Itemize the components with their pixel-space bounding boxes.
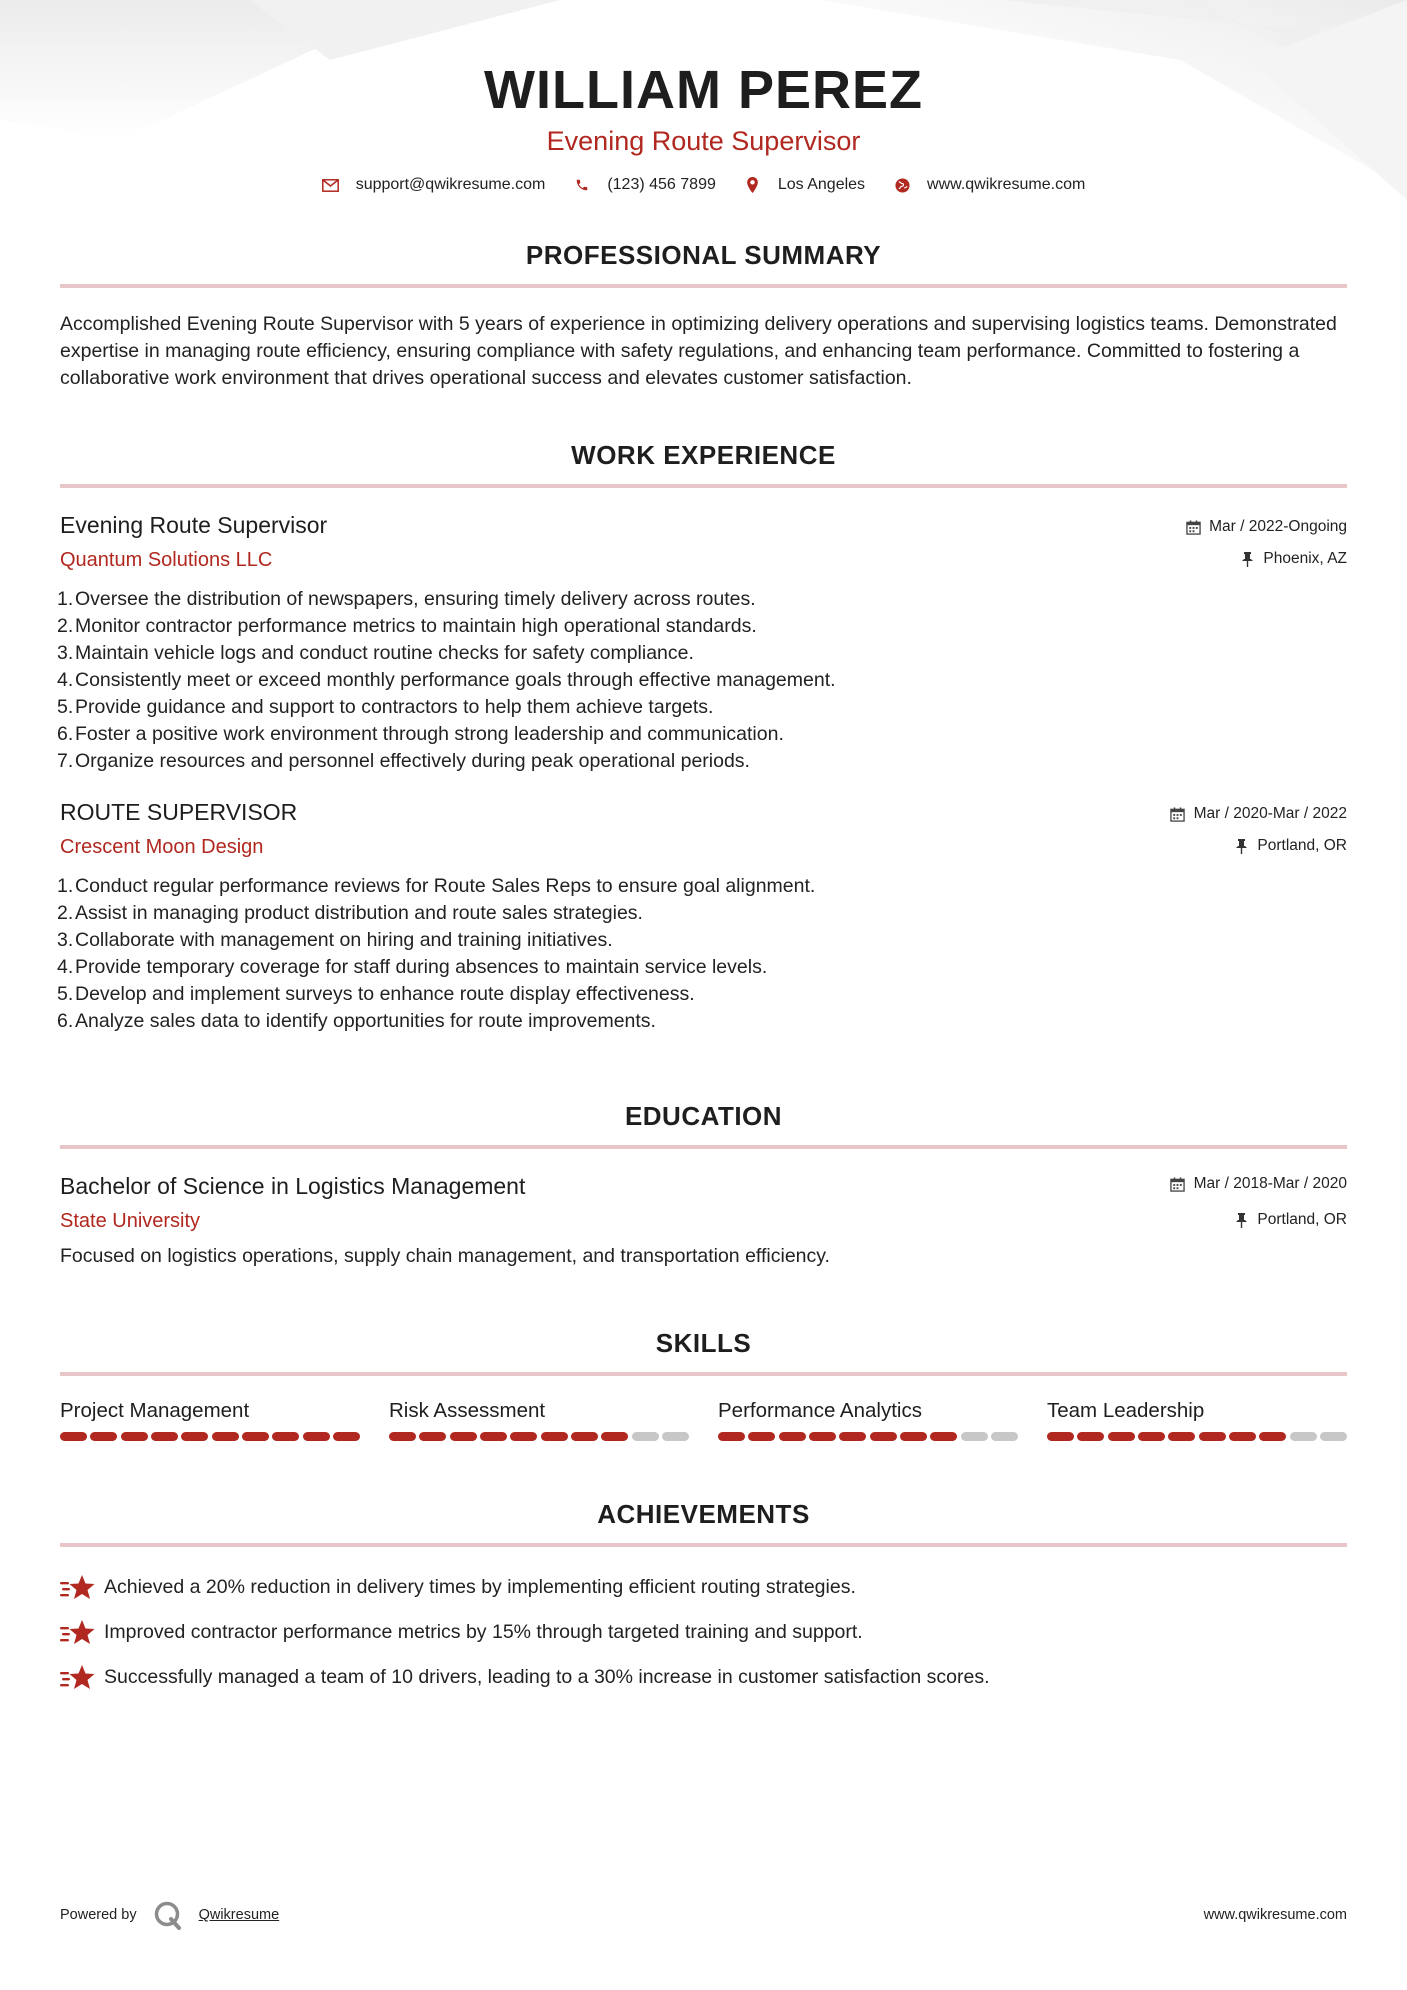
skill-level-bar: [60, 1432, 360, 1441]
skill-segment-filled: [718, 1432, 745, 1441]
skill-segment-filled: [450, 1432, 477, 1441]
degree-title: Bachelor of Science in Logistics Management: [60, 1173, 526, 1199]
page-footer: [60, 1900, 1347, 1930]
skill-segment-filled: [389, 1432, 416, 1441]
education-location: [1170, 1209, 1347, 1231]
education-location-text: Portland, OR: [1257, 1211, 1347, 1228]
skill-segment-filled: [779, 1432, 806, 1441]
skills-section: [60, 1326, 1347, 1441]
skill-name: Team Leadership: [1047, 1399, 1205, 1422]
list-item: 2. Monitor contractor performance metrics to maintain high operational standards.: [57, 615, 757, 637]
experience-heading: WORK EXPERIENCE: [571, 440, 836, 470]
calendar-icon: [1185, 519, 1201, 535]
job-title: ROUTE SUPERVISOR: [60, 799, 298, 825]
list-item: 4. Provide temporary coverage for staff during absences to maintain service levels.: [57, 956, 768, 978]
skill-segment-empty: [1320, 1432, 1347, 1441]
star-icon: [60, 1573, 96, 1603]
skill-item: [1047, 1398, 1347, 1441]
job-location-text: Phoenix, AZ: [1263, 550, 1347, 567]
pushpin-icon: [1239, 551, 1255, 567]
section-divider: [60, 484, 1347, 488]
list-item: 6. Foster a positive work environment through strong leadership and communication.: [57, 723, 784, 745]
skill-level-bar: [1047, 1432, 1347, 1441]
skill-segment-filled: [303, 1432, 330, 1441]
pushpin-icon: [1233, 838, 1249, 854]
candidate-title: Evening Route Supervisor: [546, 126, 861, 156]
skill-segment-filled: [333, 1432, 360, 1441]
skill-segment-filled: [1077, 1432, 1104, 1441]
skill-segment-filled: [900, 1432, 927, 1441]
job-company: Quantum Solutions LLC: [60, 549, 273, 571]
skill-name: Risk Assessment: [389, 1399, 546, 1422]
skill-segment-filled: [151, 1432, 178, 1441]
achievement-item: [60, 1655, 1347, 1700]
skill-segment-filled: [571, 1432, 598, 1441]
skill-segment-filled: [601, 1432, 628, 1441]
achievement-item: [60, 1610, 1347, 1655]
skill-segment-filled: [419, 1432, 446, 1441]
brand-link[interactable]: Qwikresume: [198, 1907, 280, 1923]
skill-item: [389, 1398, 689, 1441]
star-icon: [60, 1618, 96, 1648]
resume-header: [60, 0, 1347, 194]
skill-segment-empty: [961, 1432, 988, 1441]
skill-segment-filled: [1199, 1432, 1226, 1441]
list-item: 4. Consistently meet or exceed monthly performance goals through effective management.: [57, 669, 836, 691]
skill-segment-filled: [541, 1432, 568, 1441]
job-dates: [1170, 803, 1347, 825]
skill-segment-empty: [991, 1432, 1018, 1441]
section-divider: [60, 1543, 1347, 1547]
skill-segment-filled: [90, 1432, 117, 1441]
job-title: Evening Route Supervisor: [60, 512, 328, 538]
job-entry: [57, 510, 1347, 775]
job-location-text: Portland, OR: [1257, 837, 1347, 854]
powered-by: [60, 1900, 279, 1930]
list-item: 7. Organize resources and personnel effectively during peak operational periods.: [57, 750, 750, 772]
skill-segment-filled: [242, 1432, 269, 1441]
achievement-item: [60, 1565, 1347, 1610]
job-bullets: [57, 586, 1347, 775]
section-divider: [60, 284, 1347, 288]
pushpin-icon: [1233, 1212, 1249, 1228]
job-location: [1185, 548, 1347, 570]
skill-name: Performance Analytics: [718, 1399, 922, 1422]
qwikresume-logo-icon: [153, 1900, 183, 1930]
skill-segment-filled: [1138, 1432, 1165, 1441]
list-item: 1. Conduct regular performance reviews for Route Sales Reps to ensure goal alignment.: [57, 875, 816, 897]
contact-website[interactable]: [893, 176, 1085, 194]
skill-segment-filled: [870, 1432, 897, 1441]
contact-location: [744, 176, 865, 194]
contact-phone-text: (123) 456 7899: [607, 176, 716, 193]
globe-icon: [893, 176, 911, 194]
star-icon: [60, 1663, 96, 1693]
achievement-text: Improved contractor performance metrics by 15% through targeted training and support.: [104, 1621, 863, 1643]
envelope-icon: [322, 176, 340, 194]
section-divider: [60, 1145, 1347, 1149]
skill-segment-filled: [809, 1432, 836, 1441]
contact-email[interactable]: [322, 176, 546, 194]
job-dates-text: Mar / 2022-Ongoing: [1209, 518, 1347, 535]
skill-segment-filled: [1047, 1432, 1074, 1441]
job-dates: [1185, 516, 1347, 538]
skill-segment-filled: [839, 1432, 866, 1441]
list-item: 1. Oversee the distribution of newspapers, ensuring timely delivery across routes.: [57, 588, 756, 610]
skill-segment-filled: [748, 1432, 775, 1441]
skill-level-bar: [718, 1432, 1018, 1441]
calendar-icon: [1170, 806, 1186, 822]
phone-icon: [573, 176, 591, 194]
skill-segment-filled: [1229, 1432, 1256, 1441]
education-dates-text: Mar / 2018-Mar / 2020: [1193, 1175, 1347, 1192]
achievements-section: [60, 1497, 1347, 1700]
skill-segment-filled: [60, 1432, 87, 1441]
achievement-text: Achieved a 20% reduction in delivery times by implementing efficient routing strategies.: [104, 1576, 856, 1598]
list-item: 3. Maintain vehicle logs and conduct routine checks for safety compliance.: [57, 642, 694, 664]
list-item: 2. Assist in managing product distribution and route sales strategies.: [57, 902, 643, 924]
skill-segment-filled: [1168, 1432, 1195, 1441]
skill-segment-empty: [662, 1432, 689, 1441]
skill-segment-empty: [1290, 1432, 1317, 1441]
skill-segment-filled: [510, 1432, 537, 1441]
list-item: 5. Develop and implement surveys to enhance route display effectiveness.: [57, 983, 695, 1005]
achievements-heading: ACHIEVEMENTS: [597, 1499, 810, 1529]
contact-bar: [60, 176, 1347, 194]
list-item: 6. Analyze sales data to identify opportunities for route improvements.: [57, 1010, 656, 1032]
powered-by-label: Powered by: [60, 1907, 137, 1923]
skills-list: [60, 1398, 1347, 1441]
summary-heading: PROFESSIONAL SUMMARY: [525, 240, 882, 270]
candidate-name: WILLIAM PEREZ: [484, 60, 923, 120]
contact-website-text: www.qwikresume.com: [927, 176, 1086, 193]
skill-segment-filled: [121, 1432, 148, 1441]
education-section: [60, 1099, 1347, 1270]
experience-section: [57, 438, 1347, 1035]
skill-segment-filled: [181, 1432, 208, 1441]
achievement-text: Successfully managed a team of 10 drivers, leading to a 30% increase in customer satisfaction scores.: [104, 1666, 990, 1688]
job-location: [1170, 835, 1347, 857]
skill-item: [60, 1398, 360, 1441]
school-name: State University: [60, 1210, 201, 1232]
skill-segment-filled: [480, 1432, 507, 1441]
footer-website-link[interactable]: www.qwikresume.com: [1203, 1907, 1347, 1923]
section-divider: [60, 1372, 1347, 1376]
skills-heading: SKILLS: [655, 1328, 752, 1358]
skill-level-bar: [389, 1432, 689, 1441]
skill-item: [718, 1398, 1018, 1441]
education-dates: [1170, 1173, 1347, 1195]
education-heading: EDUCATION: [624, 1101, 783, 1131]
map-marker-icon: [744, 176, 762, 194]
skill-name: Project Management: [60, 1399, 250, 1422]
summary-text: Accomplished Evening Route Supervisor with 5 years of experience in optimizing delivery operations and supervising logistics teams. Demonstrated expertise in managing route efficiency, ensuring compliance with safety regulations, and enhancing team performance. Committed to fostering a collaborative work environment that drives operational success and elevates customer satisfaction.: [60, 313, 1337, 389]
skill-segment-empty: [632, 1432, 659, 1441]
contact-location-text: Los Angeles: [777, 176, 866, 193]
skill-segment-filled: [1259, 1432, 1286, 1441]
job-company: Crescent Moon Design: [60, 836, 264, 858]
summary-section: [60, 238, 1347, 392]
education-description: Focused on logistics operations, supply chain management, and transportation efficiency.: [60, 1245, 830, 1267]
skill-segment-filled: [212, 1432, 239, 1441]
contact-phone[interactable]: [573, 176, 716, 194]
contact-email-text: support@qwikresume.com: [355, 176, 546, 193]
skill-segment-filled: [1108, 1432, 1135, 1441]
skill-segment-filled: [272, 1432, 299, 1441]
calendar-icon: [1170, 1176, 1186, 1192]
job-entry: [57, 797, 1347, 1035]
job-dates-text: Mar / 2020-Mar / 2022: [1193, 805, 1347, 822]
list-item: 3. Collaborate with management on hiring and training initiatives.: [57, 929, 613, 951]
list-item: 5. Provide guidance and support to contractors to help them achieve targets.: [57, 696, 714, 718]
job-bullets: [57, 873, 1347, 1035]
skill-segment-filled: [930, 1432, 957, 1441]
education-entry: [60, 1171, 1347, 1270]
achievements-list: [60, 1565, 1347, 1700]
